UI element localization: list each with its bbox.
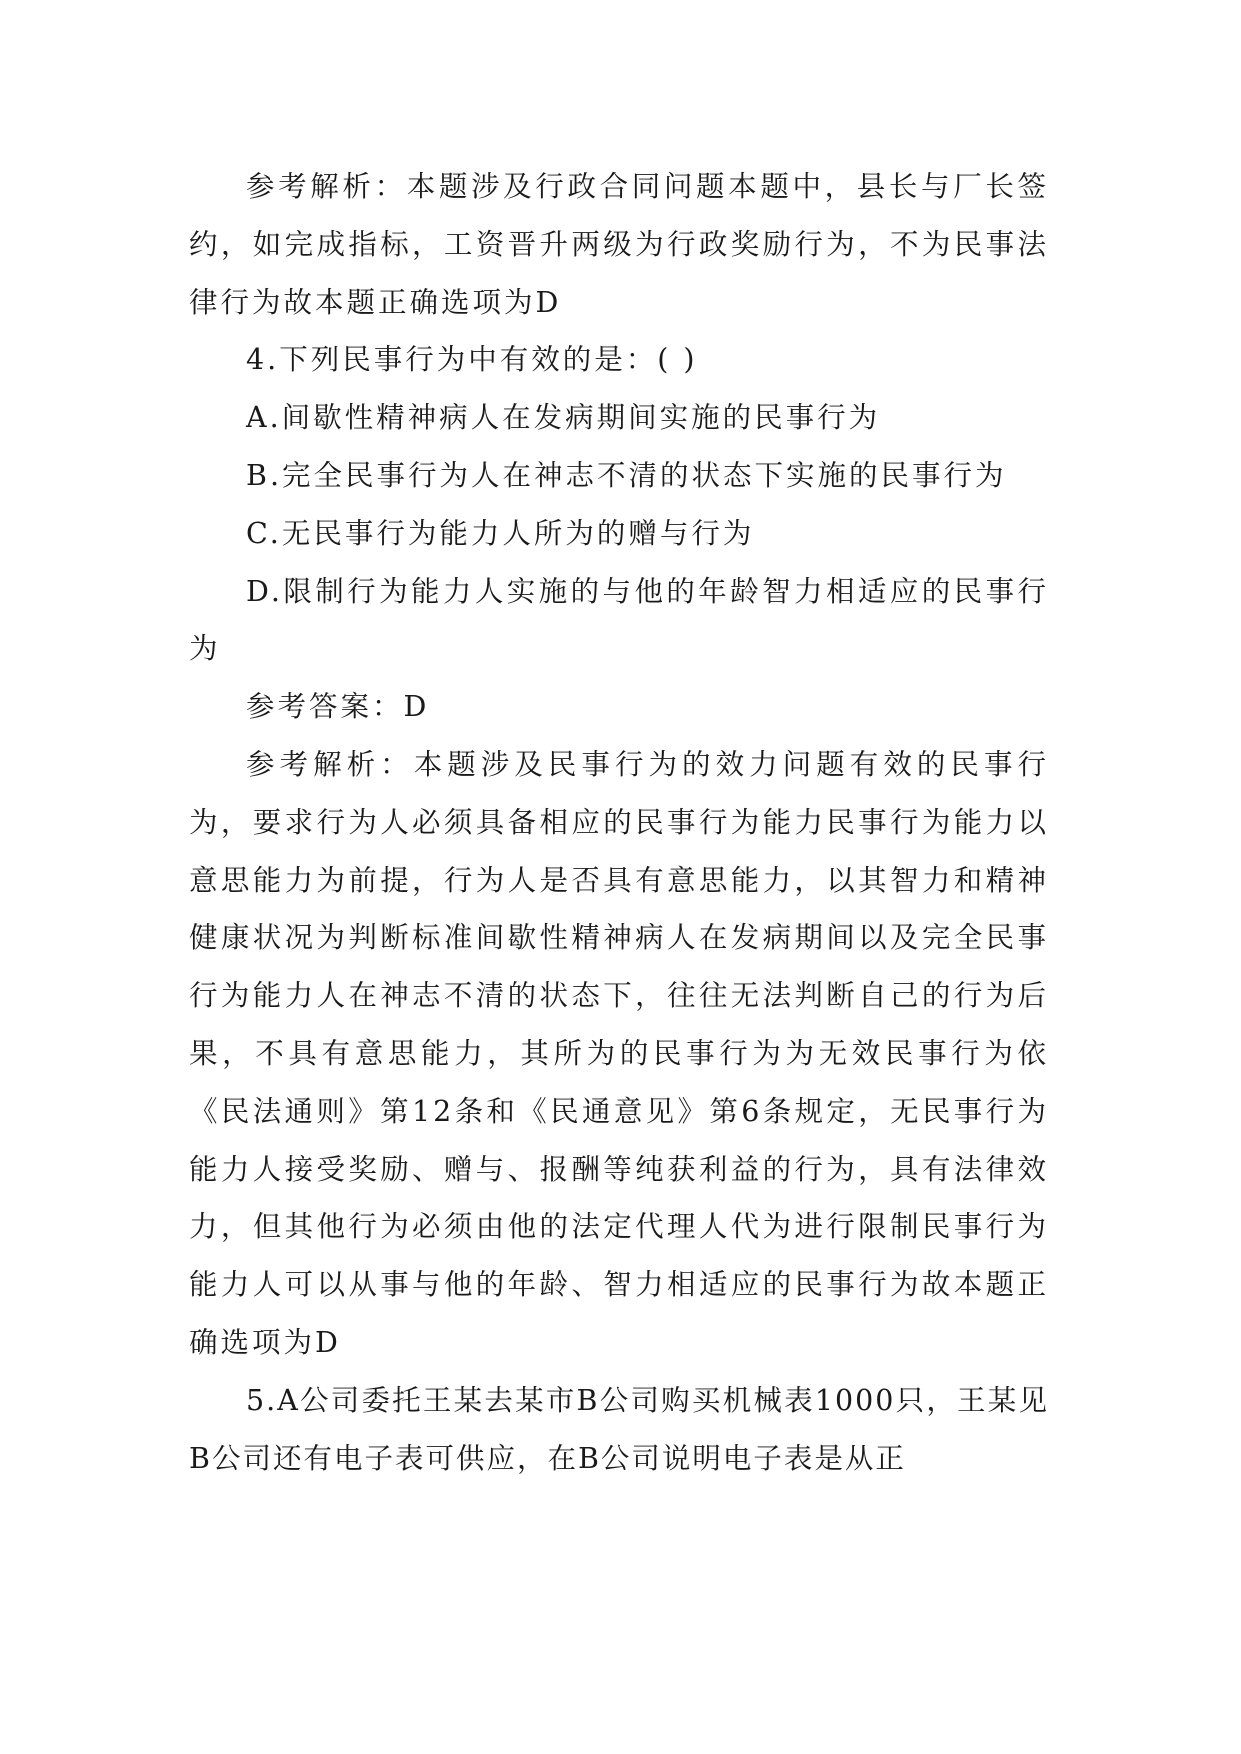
q4-option-c: C.无民事行为能力人所为的赠与行为 <box>246 516 755 550</box>
q4-option-a: A.间歇性精神病人在发病期间实施的民事行为 <box>246 401 881 435</box>
q5-question: 5.A公司委托王某去某市B公司购买机械表1000只，王某见B公司还有电子表可供应，在B公司说明电子表是从正 <box>189 1383 1049 1475</box>
q3-analysis-paragraph: 参考解析：本题涉及行政合同问题本题中，县长与厂长签约，如完成指标，工资晋升两级为行政奖励行为，不为民事法律行为故本题正确选项为D <box>189 170 1049 319</box>
q4-question: 4.下列民事行为中有效的是：( ) <box>246 343 698 377</box>
q4-option-d: D.限制行为能力人实施的与他的年龄智力相适应的民事行为 <box>189 574 1049 666</box>
q4-analysis-paragraph: 参考解析：本题涉及民事行为的效力问题有效的民事行为，要求行为人必须具备相应的民事行为能力民事行为能力以意思能力为前提，行为人是否具有意思能力，以其智力和精神健康状况为判断标准间歇性精神病人在发病期间以及完全民事行为能力人在神志不清的状态下，往往无法判断自己的行为后果，不具有意思能力，其所为的民事行为为无效民事行为依《民法通则》第12条和《民通意见》第6条规定，无民事行为能力人接受奖励、赠与、报酬等纯获利益的行为，具有法律效力，但其他行为必须由他的法定代理人代为进行限制民事行为能力人可以从事与他的年龄、智力相适应的民事行为故本题正确选项为D <box>189 747 1049 1359</box>
q4-option-b: B.完全民事行为人在神志不清的状态下实施的民事行为 <box>246 458 1007 492</box>
q4-answer: 参考答案：D <box>246 690 430 724</box>
document-page <box>189 158 1049 1487</box>
